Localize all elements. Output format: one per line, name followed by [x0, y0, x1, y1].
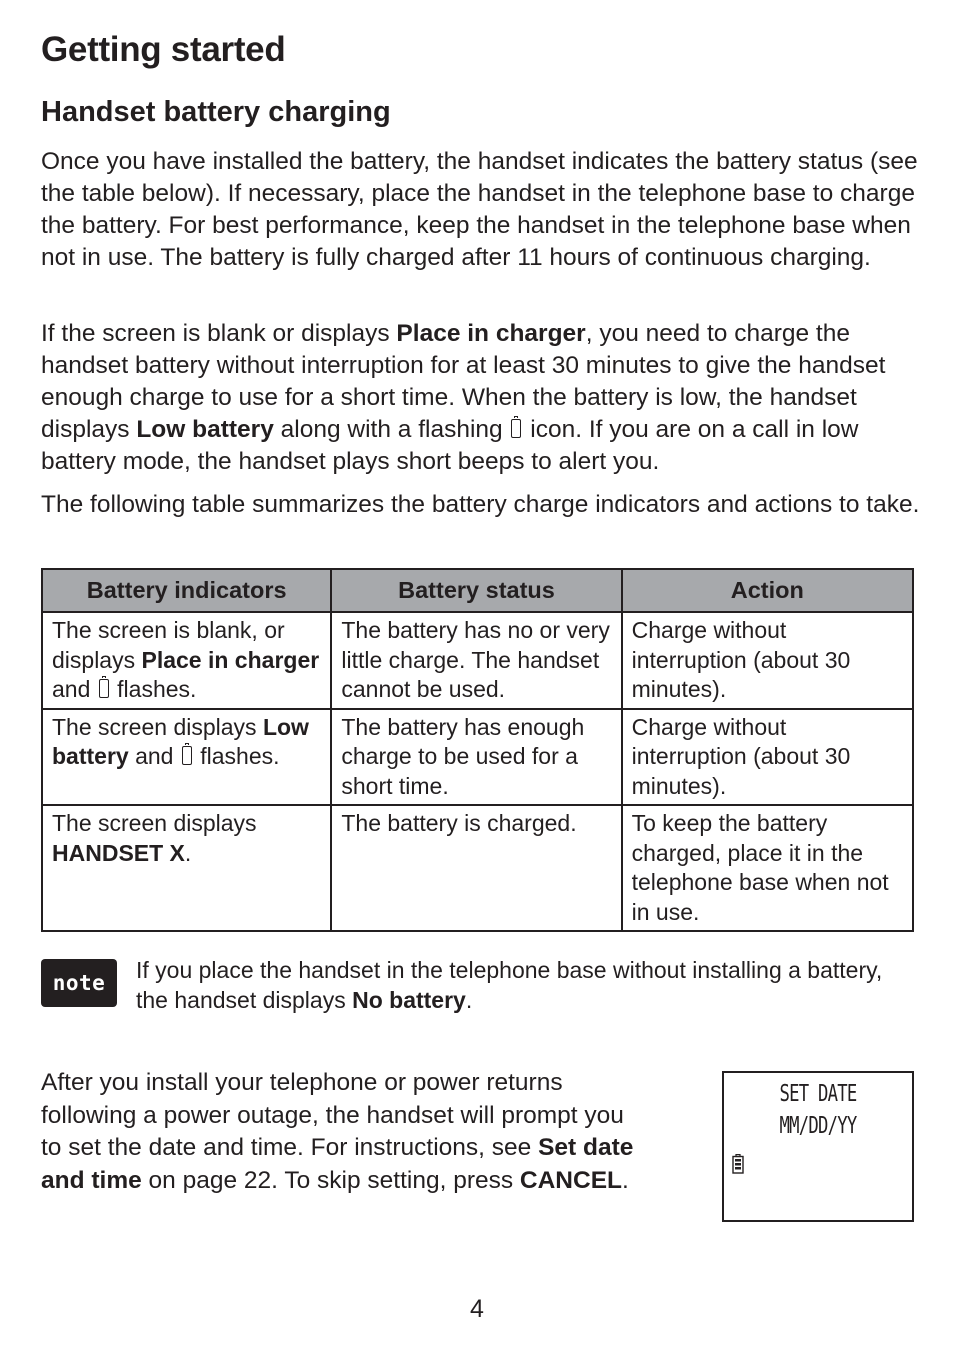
- note-badge: note: [41, 959, 117, 1007]
- setup-paragraph: [41, 1067, 651, 1197]
- text-run: icon. If you are on a call in low battery mode, the handset plays short beeps to alert you.: [41, 416, 859, 475]
- column-header: Battery indicators: [42, 569, 331, 612]
- text-run: on page 22. To skip setting, press: [141, 1166, 520, 1194]
- charging-paragraph: [41, 318, 921, 478]
- text-run: and: [128, 743, 180, 769]
- text-run: and: [52, 676, 97, 702]
- screen-line-date-format: MM/DD/YY: [779, 1113, 857, 1139]
- no-battery-term: No battery: [352, 987, 466, 1013]
- handset-screen-illustration: [722, 1071, 914, 1222]
- status-cell: The battery has no or very little charge. The handset cannot be used.: [331, 612, 621, 709]
- battery-empty-icon: [182, 746, 192, 765]
- indicator-cell: [42, 805, 331, 931]
- action-cell: Charge without interruption (about 30 minutes).: [622, 709, 913, 806]
- text-run: flashes.: [110, 676, 197, 702]
- intro-paragraph: Once you have installed the battery, the handset indicates the battery status (see the table below). If necessary, place the handset in the telephone base to charge the battery. For best performance, keep the handset in the telephone base when not in use. The battery is fully charged after 11 hours of continuous charging.: [41, 148, 918, 271]
- table-intro-paragraph: The following table summarizes the battery charge indicators and actions to take.: [41, 491, 920, 518]
- place-in-charger-term: Place in charger: [141, 646, 320, 673]
- screen-line-set-date: SET DATE: [779, 1081, 857, 1107]
- column-header: Battery status: [331, 569, 621, 612]
- battery-full-icon: [732, 1154, 744, 1174]
- battery-status-table: [41, 568, 914, 932]
- column-header: Action: [622, 569, 913, 612]
- cancel-term: CANCEL: [519, 1166, 623, 1194]
- low-battery-term: Low battery: [52, 713, 309, 769]
- low-battery-term: Low battery: [136, 416, 274, 443]
- place-in-charger-term: Place in charger: [396, 320, 586, 347]
- text-run: flashes.: [193, 743, 280, 769]
- indicator-cell: [42, 612, 331, 709]
- text-run: .: [622, 1166, 629, 1194]
- text-run: The screen displays: [52, 810, 257, 836]
- table-row: [42, 709, 913, 806]
- table-header-row: [42, 569, 913, 612]
- indicator-cell: [42, 709, 331, 806]
- note-text: [136, 955, 906, 1015]
- status-cell: The battery has enough charge to be used for a short time.: [331, 709, 621, 806]
- text-run: .: [184, 839, 192, 866]
- battery-empty-icon: [99, 679, 109, 698]
- table-row: [42, 612, 913, 709]
- text-run: If you place the handset in the telephone base without installing a battery, the handset displays: [136, 957, 883, 1013]
- text-run: along with a flashing: [273, 416, 510, 443]
- page-title: Getting started: [41, 30, 286, 69]
- text-run: , you need to charge the handset battery without interruption for at least 30 minutes to give the handset enough charge to use for a short time. When the battery is low, the handset displays: [41, 320, 886, 443]
- set-date-and-time-term: Set date and time: [41, 1134, 634, 1194]
- section-heading: Handset battery charging: [41, 96, 391, 128]
- action-cell: Charge without interruption (about 30 minutes).: [622, 612, 913, 709]
- table-row: [42, 805, 913, 931]
- text-run: If the screen is blank or displays: [41, 320, 397, 347]
- text-run: The screen is blank, or displays: [52, 617, 285, 673]
- text-run: After you install your telephone or power returns following a power outage, the handset will prompt you to set the date and time. For instructions, see: [41, 1069, 624, 1161]
- page-number: 4: [470, 1295, 484, 1323]
- handset-x-term: HANDSET X: [52, 839, 185, 866]
- status-cell: The battery is charged.: [331, 805, 621, 931]
- battery-empty-icon: [511, 419, 521, 438]
- text-run: The screen displays: [52, 713, 263, 740]
- action-cell: To keep the battery charged, place it in the telephone base when not in use.: [622, 805, 913, 931]
- text-run: .: [465, 987, 473, 1013]
